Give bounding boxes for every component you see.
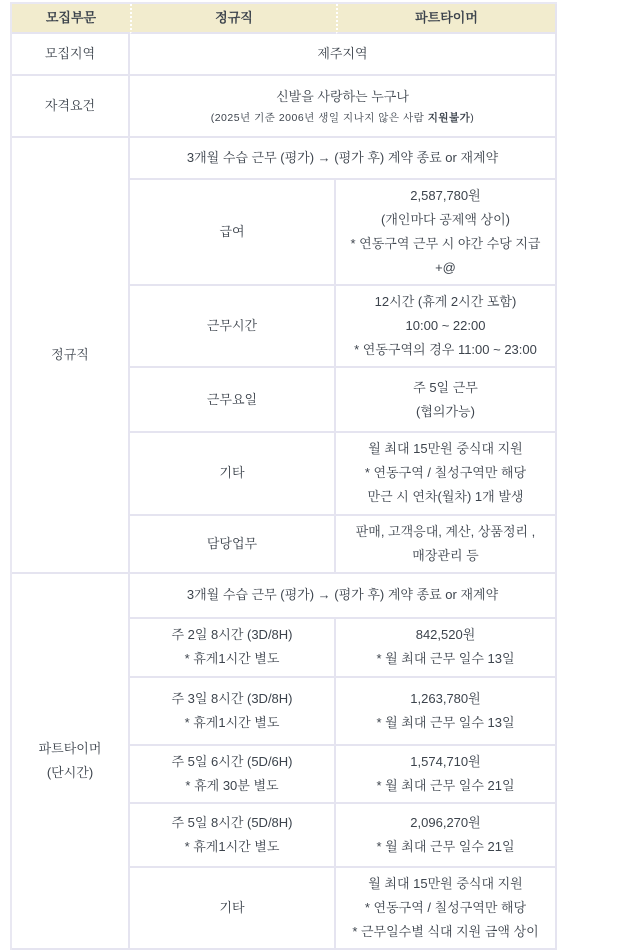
etc-line: 월 최대 15만원 중식대 지원 [368,441,523,457]
shift-schedule [130,678,336,746]
shift-line: 주 3일 8시간 (3D/8H) [171,690,293,706]
shift-schedule [130,619,336,678]
header-fulltime: 정규직 [130,4,336,34]
qualification-note-bold: 지원불가 [427,112,471,125]
header-parttime: 파트타이머 [336,4,557,34]
qualification-row [12,76,557,138]
shift-pay-line: 1,574,710원 [410,753,481,769]
shift-line: * 휴게1시간 별도 [184,838,280,854]
parttime-etc-value [336,868,557,950]
shift-line: 주 2일 8시간 (3D/8H) [171,627,293,643]
pay-line: (개인마다 공제액 상이) [381,212,510,228]
days-line: (협의가능) [416,403,475,419]
hours-value [336,286,557,368]
shift-line: 주 5일 6시간 (5D/6H) [171,753,293,769]
qualification-value [130,76,557,138]
shift-pay-line: 2,096,270원 [410,814,481,830]
hours-line: 12시간 (휴게 2시간 포함) [374,294,517,310]
shift-pay-line: * 월 최대 근무 일수 13일 [376,714,515,730]
row-label-pay: 급여 [130,180,336,286]
section-label-fulltime: 정규직 [12,138,130,574]
shift-pay-line: 842,520원 [415,627,476,643]
region-value: 제주지역 [130,34,557,76]
section-label-parttime [12,574,130,950]
qualification-label: 자격요건 [12,76,130,138]
shift-pay [336,619,557,678]
region-row [12,34,557,76]
qualification-main-text: 신발을 사랑하는 누구나 [276,89,409,105]
hours-line: * 연동구역의 경우 11:00 ~ 23:00 [354,342,537,358]
region-label: 모집지역 [12,34,130,76]
shift-line: * 휴게 30분 별도 [185,777,279,793]
parttime-etc-line: * 연동구역 / 칠성구역만 해당 [364,899,527,915]
duty-value: 판매, 고객응대, 계산, 상품정리 , 매장관리 등 [336,516,557,574]
parttime-etc-line: 월 최대 15만원 중식대 지원 [368,875,523,891]
shift-line: * 휴게1시간 별도 [184,714,280,730]
row-label-parttime-etc: 기타 [130,868,336,950]
days-value [336,368,557,433]
shift-line: * 휴게1시간 별도 [184,651,280,667]
pay-line: 2,587,780원 [410,188,481,204]
job-posting-page [0,2,618,939]
parttime-label-line: 파트타이머 [38,740,102,756]
parttime-trial-row [12,574,557,619]
header-recruit-section: 모집부문 [12,4,130,34]
row-label-hours: 근무시간 [130,286,336,368]
shift-pay-line: * 월 최대 근무 일수 21일 [376,777,515,793]
qualification-note-suffix: ) [470,112,475,125]
fulltime-trial-note: 3개월 수습 근무 (평가) → (평가 후) 계약 종료 or 재계약 [130,138,557,180]
row-label-duty: 담당업무 [130,516,336,574]
parttime-etc-line: * 근무일수별 식대 지원 금액 상이 [352,923,539,939]
shift-pay-line: 1,263,780원 [410,690,481,706]
shift-pay [336,678,557,746]
shift-schedule [130,804,336,868]
parttime-label-line: (단시간) [46,764,94,780]
shift-schedule [130,746,336,804]
job-posting-table [10,2,557,950]
qualification-note [136,110,549,127]
shift-line: 주 5일 8시간 (5D/8H) [171,814,293,830]
qualification-note-prefix: (2025년 기준 2006년 생일 지나지 않은 사람 [210,112,428,125]
table-header-row [12,4,557,34]
fulltime-trial-row [12,138,557,180]
row-label-etc: 기타 [130,433,336,515]
days-line: 주 5일 근무 [413,379,478,395]
hours-line: 10:00 ~ 22:00 [405,318,486,334]
etc-value [336,433,557,515]
shift-pay-line: * 월 최대 근무 일수 21일 [376,838,515,854]
shift-pay [336,804,557,868]
pay-line: * 연동구역 근무 시 야간 수당 지급 +@ [350,236,541,276]
pay-value [336,180,557,286]
shift-pay-line: * 월 최대 근무 일수 13일 [376,651,515,667]
row-label-days: 근무요일 [130,368,336,433]
etc-line: 만근 시 연차(월차) 1개 발생 [367,489,524,505]
shift-pay [336,746,557,804]
etc-line: * 연동구역 / 칠성구역만 해당 [364,465,527,481]
parttime-trial-note: 3개월 수습 근무 (평가) → (평가 후) 계약 종료 or 재계약 [130,574,557,619]
